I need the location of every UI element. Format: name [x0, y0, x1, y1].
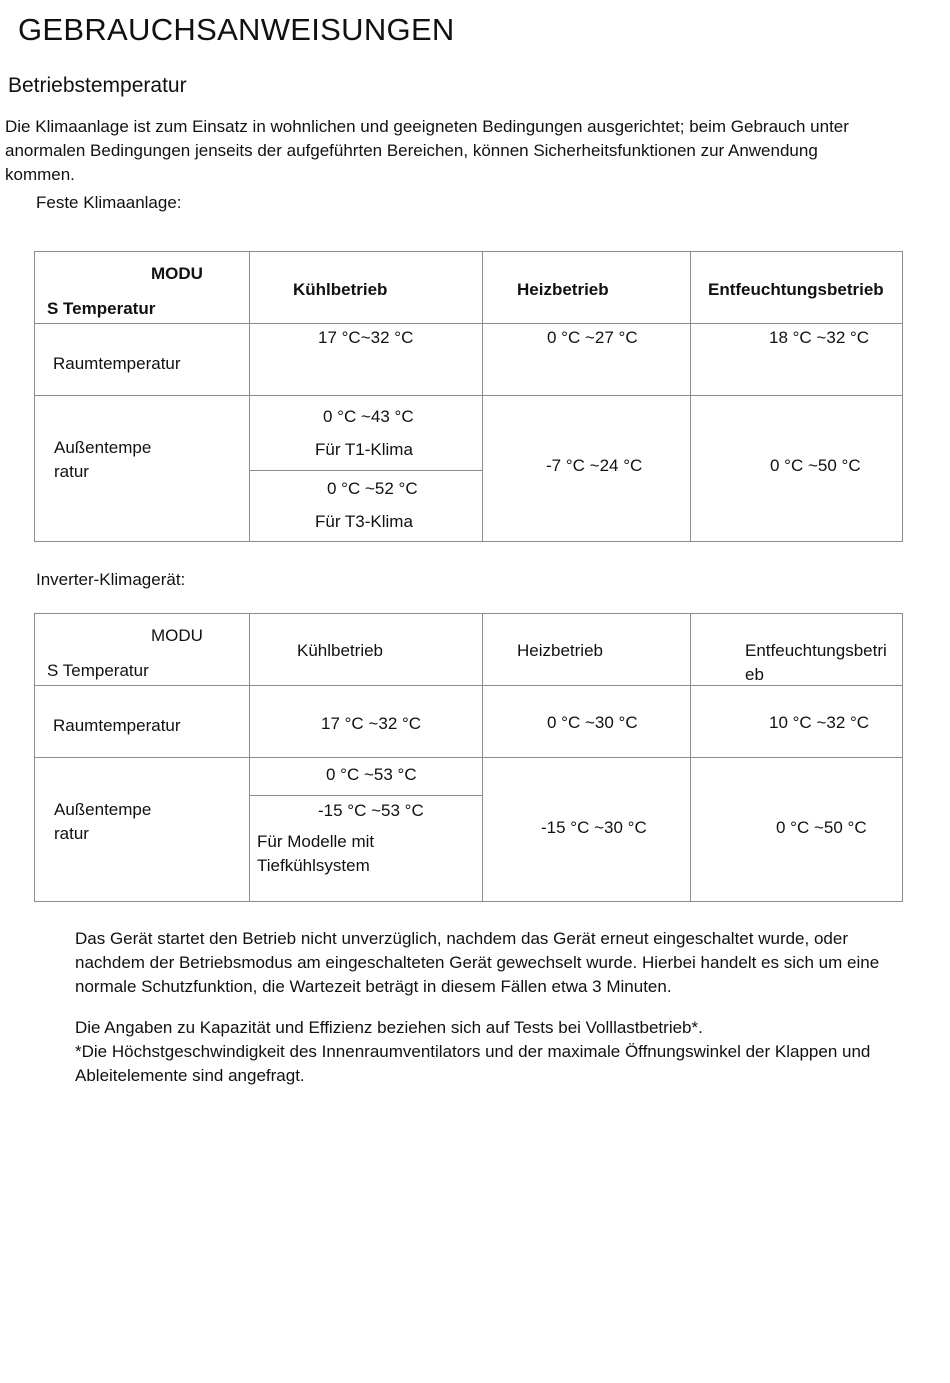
outdoor-cool-t1-range: 0 °C ~43 °C — [323, 407, 414, 426]
room-temp-label: Raumtemperatur — [53, 354, 181, 373]
room-heat-value: 0 °C ~27 °C — [547, 328, 638, 347]
outdoor-temp-label-1: Außentempe — [54, 800, 152, 819]
outdoor-cool-t1-note: Für T1-Klima — [315, 440, 413, 459]
header-temperature: S Temperatur — [47, 661, 149, 680]
outdoor-cool-t3-range: 0 °C ~52 °C — [327, 479, 418, 498]
outdoor-cool-lowtemp-range: -15 °C ~53 °C — [318, 801, 424, 820]
section-title: Betriebstemperatur — [8, 74, 187, 97]
header-modus: MODU — [151, 264, 203, 283]
room-dry-value: 10 °C ~32 °C — [769, 713, 870, 732]
table-header-row — [35, 252, 903, 324]
fan-note: *Die Höchstgeschwindigkeit des Innenraumventilators und der maximale Öffnungswinkel der Klappen und Ableitelemente sind angefragt. — [75, 1042, 871, 1085]
table-row — [35, 686, 903, 758]
room-heat-value: 0 °C ~30 °C — [547, 713, 638, 732]
header-dehumidifying-2: eb — [745, 665, 764, 684]
room-dry-value: 18 °C ~32 °C — [769, 328, 870, 347]
room-temp-label: Raumtemperatur — [53, 716, 181, 735]
outdoor-heat-value: -15 °C ~30 °C — [541, 818, 647, 837]
header-temperature: S Temperatur — [47, 299, 156, 318]
inverter-ac-table — [34, 613, 903, 902]
outdoor-dry-value: 0 °C ~50 °C — [776, 818, 867, 837]
outdoor-temp-label-1: Außentempe — [54, 438, 152, 457]
table-row — [35, 396, 903, 471]
outdoor-cool-lowtemp-note-2: Tiefkühlsystem — [257, 856, 370, 875]
header-dehumidifying-1: Entfeuchtungsbetri — [745, 641, 887, 660]
restart-note: Das Gerät startet den Betrieb nicht unverzüglich, nachdem das Gerät erneut eingeschaltet wurde, oder nachdem der Betriebsmodus am eingeschalteten Gerät gewechselt wurde. Hierbei handelt es sich um eine normale Schutzfunktion, die Wartezeit beträgt in diesem Fällen etwa 3 Minuten. — [75, 929, 880, 996]
capacity-note: Die Angaben zu Kapazität und Effizienz beziehen sich auf Tests bei Volllastbetrieb*. — [75, 1018, 703, 1037]
room-cool-value: 17 °C~32 °C — [318, 328, 414, 347]
header-cooling: Kühlbetrieb — [297, 641, 384, 660]
header-mode-cell — [35, 252, 250, 324]
outdoor-dry-value: 0 °C ~50 °C — [770, 456, 861, 475]
inverter-ac-label: Inverter-Klimagerät: — [36, 570, 186, 589]
outdoor-temp-label-2: ratur — [54, 824, 89, 843]
page-title: GEBRAUCHSANWEISUNGEN — [18, 12, 455, 47]
header-dehumidifying: Entfeuchtungsbetrieb — [708, 280, 884, 299]
outdoor-temp-label-2: ratur — [54, 462, 89, 481]
outdoor-heat-value: -7 °C ~24 °C — [546, 456, 643, 475]
header-modus: MODU — [151, 626, 203, 645]
table-header-row — [35, 614, 903, 686]
outdoor-cool-lowtemp-note-1: Für Modelle mit — [257, 832, 375, 851]
intro-paragraph: Die Klimaanlage ist zum Einsatz in wohnlichen und geeigneten Bedingungen ausgerichtet; beim Gebrauch unter anormalen Bedingungen jenseits der aufgeführten Bereichen, können Sicherheitsfunktionen zur Anwendung kommen. — [5, 117, 849, 184]
outdoor-cool-standard: 0 °C ~53 °C — [326, 765, 417, 784]
fixed-ac-table — [34, 251, 903, 542]
header-heating: Heizbetrieb — [517, 641, 603, 660]
fixed-ac-label: Feste Klimaanlage: — [36, 193, 182, 212]
outdoor-cool-t3-note: Für T3-Klima — [315, 512, 413, 531]
table-row — [35, 324, 903, 396]
room-cool-value: 17 °C ~32 °C — [321, 714, 422, 733]
header-cooling: Kühlbetrieb — [293, 280, 388, 299]
table-row — [35, 758, 903, 796]
header-heating: Heizbetrieb — [517, 280, 609, 299]
